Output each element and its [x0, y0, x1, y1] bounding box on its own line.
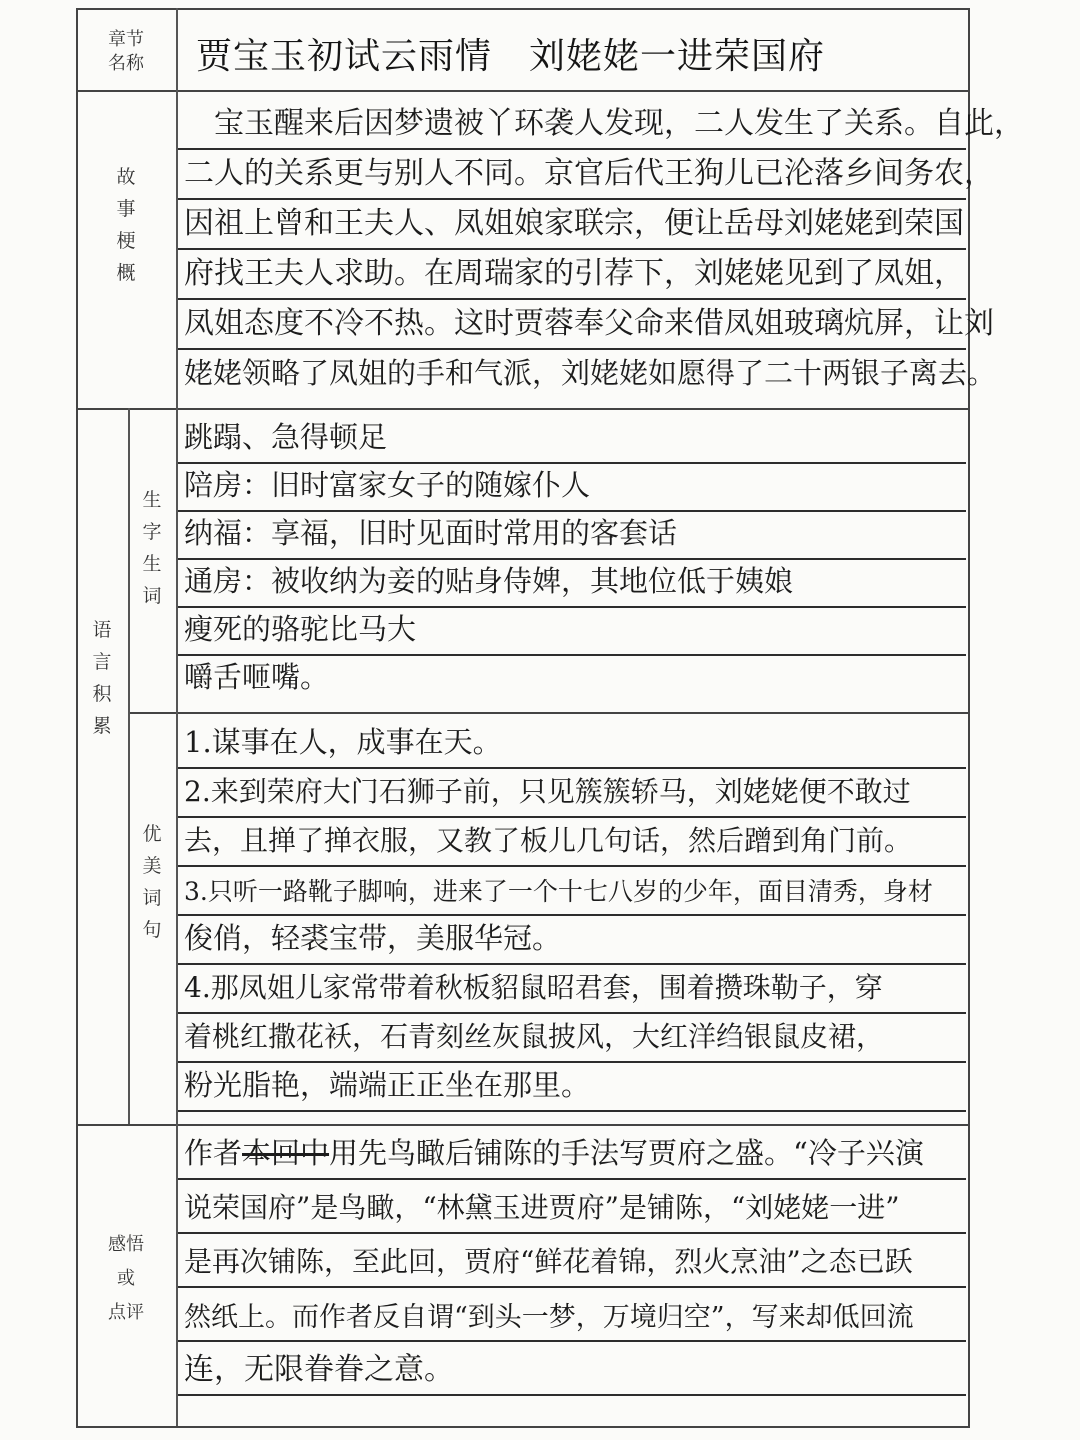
sentence-line	[178, 818, 966, 867]
summary-block	[178, 100, 1024, 398]
label-sentence-char: 词	[142, 887, 162, 909]
reflection-line	[178, 1234, 966, 1288]
summary-text: 因祖上曾和王夫人、凤姐娘家联宗，便让岳母刘姥姥到荣国	[184, 206, 964, 241]
summary-line	[178, 100, 1024, 150]
label-vocab-char: 生	[142, 553, 162, 575]
label-language-char: 积	[92, 683, 112, 705]
divider-summary	[76, 408, 968, 410]
sentence-line	[178, 916, 966, 965]
sentence-line	[178, 769, 966, 818]
label-reflection-line2: 或	[117, 1268, 135, 1289]
sentence-text: 粉光脂艳，端端正正坐在那里。	[184, 1068, 591, 1102]
label-reflection-line1: 感悟	[108, 1234, 144, 1255]
label-vocab-char: 词	[142, 585, 162, 607]
vocab-text: 嚼舌咂嘴。	[184, 660, 330, 694]
reflection-text	[184, 1131, 924, 1172]
label-summary-char: 事	[116, 198, 136, 220]
reflection-text: 说荣国府”是鸟瞰，“林黛玉进贾府”是铺陈，“刘姥姥一进”	[184, 1191, 900, 1224]
summary-line	[178, 300, 994, 350]
label-summary-char: 概	[116, 262, 136, 284]
label-chapter-line1: 章节	[108, 29, 144, 50]
summary-line	[178, 250, 966, 300]
label-sentence-char: 美	[142, 855, 162, 877]
reflection-block	[178, 1126, 966, 1396]
top-border	[76, 8, 968, 10]
label-chapter-line2: 名称	[108, 53, 144, 74]
vocab-text: 纳福：享福，旧时见面时常用的客套话	[184, 516, 678, 550]
label-language-char: 累	[92, 715, 112, 737]
vocab-text: 陪房：旧时富家女子的随嫁仆人	[184, 468, 591, 502]
sentence-text: 2.来到荣府大门石狮子前，只见簇簇轿马，刘姥姥便不敢过	[184, 775, 911, 808]
reflection-line	[178, 1288, 966, 1342]
sentence-text: 着桃红撒花袄，石青刻丝灰鼠披风，大红洋绉银鼠皮裙，	[184, 1020, 885, 1053]
vocab-block	[178, 416, 966, 702]
vocab-line	[178, 512, 966, 560]
label-vocab-char: 生	[142, 489, 162, 511]
reflection-text: 然纸上。而作者反自谓“到头一梦，万境归空”，写来却低回流	[184, 1302, 914, 1333]
sentence-line	[178, 1063, 966, 1112]
sentence-line	[178, 1014, 966, 1063]
label-summary-char: 梗	[116, 230, 136, 252]
summary-line	[178, 350, 997, 398]
divider-vocab	[128, 712, 968, 714]
reflection-line	[178, 1342, 966, 1396]
reflection-line	[178, 1180, 966, 1234]
label-reflection	[76, 1224, 176, 1334]
label-vocab-char: 字	[142, 521, 162, 543]
summary-text: 府找王夫人求助。在周瑞家的引荐下，刘姥姥见到了凤姐，	[184, 256, 964, 291]
vocab-line	[178, 608, 966, 656]
vocab-line	[178, 416, 966, 464]
vocab-text: 跳蹋、急得顿足	[184, 420, 388, 454]
label-language-char: 言	[92, 651, 112, 673]
reflection-author: 作者	[184, 1136, 243, 1170]
struck-out-text: 本回中	[242, 1136, 330, 1170]
summary-text: 凤姐态度不冷不热。这时贾蓉奉父命来借凤姐玻璃炕屏，让刘	[184, 306, 994, 341]
divider-title	[76, 90, 968, 92]
label-language-accumulation	[76, 608, 128, 748]
label-language-char: 语	[92, 619, 112, 641]
chapter-title: 贾宝玉初试云雨情 刘姥姥一进荣国府	[196, 36, 826, 77]
vocab-text: 瘦死的骆驼比马大	[184, 612, 417, 646]
sentence-text: 1.谋事在人，成事在天。	[184, 725, 502, 759]
vocab-line	[178, 464, 966, 512]
sentence-text: 4.那凤姐儿家常带着秋板貂鼠昭君套，围着攒珠勒子，穿	[184, 971, 883, 1004]
sentence-line	[178, 965, 966, 1014]
sentence-line	[178, 867, 966, 916]
vocab-line	[178, 560, 966, 608]
label-reflection-line3: 点评	[108, 1302, 144, 1323]
summary-line	[178, 150, 994, 200]
summary-line	[178, 200, 966, 250]
label-beautiful-sentences	[128, 812, 176, 952]
sentence-text: 3.只听一路靴子脚响，进来了一个十七八岁的少年，面目清秀，身材	[184, 877, 933, 906]
sentence-line	[178, 720, 966, 769]
sentences-block	[178, 720, 966, 1112]
summary-text: 二人的关系更与别人不同。京官后代王狗儿已沦落乡间务农，	[184, 156, 994, 191]
vocab-line	[178, 656, 966, 702]
sentence-text: 俊俏，轻裘宝带，美服华冠。	[184, 921, 562, 955]
reflection-continuation: 用先鸟瞰后铺陈的手法写贾府之盛。“冷子兴演	[329, 1136, 924, 1170]
vocab-text: 通房：被收纳为妾的贴身侍婢，其地位低于姨娘	[184, 564, 794, 598]
summary-text: 宝玉醒来后因梦遗被丫环袭人发现，二人发生了关系。自此，	[184, 106, 1024, 141]
bottom-border	[76, 1426, 968, 1428]
label-summary-char: 故	[116, 166, 136, 188]
reflection-line	[178, 1126, 966, 1180]
reflection-text: 是再次铺陈，至此回，贾府“鲜花着锦，烈火烹油”之态已跃	[184, 1245, 913, 1278]
reflection-text: 连，无限眷眷之意。	[184, 1352, 454, 1387]
summary-text: 姥姥领略了凤姐的手和气派，刘姥姥如愿得了二十两银子离去。	[184, 356, 997, 390]
sentence-text: 去，且掸了掸衣服，又教了板儿几句话，然后蹭到角门前。	[184, 824, 913, 857]
label-sentence-char: 句	[142, 919, 162, 941]
label-sentence-char: 优	[142, 823, 162, 845]
label-story-summary	[76, 150, 176, 300]
label-chapter-name	[76, 14, 176, 90]
label-vocab	[128, 478, 176, 618]
